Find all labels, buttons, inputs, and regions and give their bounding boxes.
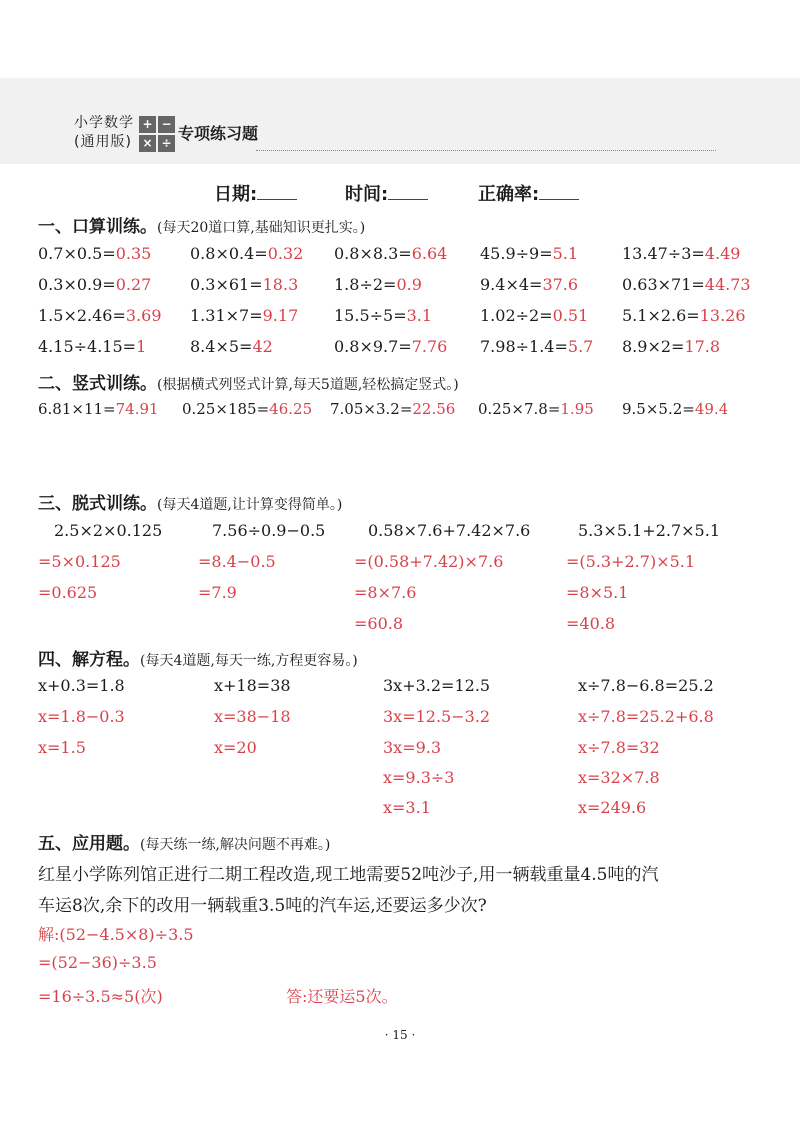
- divide-icon: ÷: [158, 135, 175, 152]
- equation-problem: 3x+3.2=12.5: [383, 676, 491, 695]
- solution-line: =16÷3.5≈5(次): [38, 987, 163, 1006]
- oral-item: 7.98÷1.4=5.7: [480, 337, 594, 356]
- plus-icon: +: [139, 116, 156, 133]
- equation-problem: x÷7.8−6.8=25.2: [578, 676, 714, 695]
- equation-line: x=249.6: [578, 798, 647, 817]
- answer-line: 答:还要运5次。: [286, 987, 398, 1006]
- vertical-item: 7.05×3.2=22.56: [330, 400, 456, 418]
- oral-item: 0.3×61=18.3: [190, 275, 299, 294]
- topic-title: 专项练习题: [178, 124, 259, 143]
- oral-item: 8.9×2=17.8: [622, 337, 721, 356]
- oral-item: 0.3×0.9=0.27: [38, 275, 152, 294]
- vertical-item: 0.25×185=46.25: [182, 400, 313, 418]
- vertical-item: 6.81×11=74.91: [38, 400, 159, 418]
- equation-line: x=3.1: [383, 798, 431, 817]
- step-line: =8.4−0.5: [198, 552, 276, 571]
- step-problem: 5.3×5.1+2.7×5.1: [578, 521, 720, 540]
- equation-line: x=32×7.8: [578, 768, 660, 787]
- step-line: =7.9: [198, 583, 237, 602]
- step-line: =(5.3+2.7)×5.1: [566, 552, 696, 571]
- word-problem-line: 红星小学陈列馆正进行二期工程改造,现工地需要52吨沙子,用一辆载重量4.5吨的汽: [38, 865, 659, 885]
- step-problem: 0.58×7.6+7.42×7.6: [368, 521, 531, 540]
- step-line: =40.8: [566, 614, 616, 633]
- oral-item: 0.8×8.3=6.64: [334, 244, 448, 263]
- equation-line: x=20: [214, 738, 257, 757]
- oral-item: 0.8×9.7=7.76: [334, 337, 448, 356]
- equation-problem: x+18=38: [214, 676, 291, 695]
- oral-item: 9.4×4=37.6: [480, 275, 579, 294]
- page-number: · 15 ·: [384, 1028, 416, 1042]
- step-line: =8×7.6: [354, 583, 417, 602]
- oral-item: 8.4×5=42: [190, 337, 273, 356]
- time-field: 时间:: [345, 180, 428, 206]
- times-icon: ×: [139, 135, 156, 152]
- step-line: =60.8: [354, 614, 404, 633]
- equation-line: x=1.5: [38, 738, 86, 757]
- oral-item: 5.1×2.6=13.26: [622, 306, 746, 325]
- word-problem-line: 车运8次,余下的改用一辆载重3.5吨的汽车运,还要运多少次?: [38, 896, 487, 916]
- step-line: =0.625: [38, 583, 98, 602]
- equation-line: x=1.8−0.3: [38, 707, 125, 726]
- step-problem: 2.5×2×0.125: [54, 521, 163, 540]
- accuracy-field: 正确率:: [478, 180, 579, 206]
- oral-item: 1.5×2.46=3.69: [38, 306, 162, 325]
- section-step-title: 三、脱式训练。(每天4道题,让计算变得简单。): [38, 494, 343, 514]
- section-vertical-title: 二、竖式训练。(根据横式列竖式计算,每天5道题,轻松搞定竖式。): [38, 374, 459, 394]
- section-oral-title: 一、口算训练。(每天20道口算,基础知识更扎实。): [38, 217, 366, 237]
- solution-line: 解:(52−4.5×8)÷3.5: [38, 925, 194, 944]
- oral-item: 1.02÷2=0.51: [480, 306, 589, 325]
- oral-item: 13.47÷3=4.49: [622, 244, 741, 263]
- oral-item: 0.8×0.4=0.32: [190, 244, 304, 263]
- oral-item: 1.31×7=9.17: [190, 306, 299, 325]
- oral-item: 45.9÷9=5.1: [480, 244, 579, 263]
- equation-line: x=9.3÷3: [383, 768, 455, 787]
- book-title: 小学数学 (通用版): [74, 115, 134, 150]
- equation-line: 3x=9.3: [383, 738, 442, 757]
- operator-badge: [139, 116, 175, 152]
- date-field: 日期:: [214, 180, 297, 206]
- oral-item: 0.7×0.5=0.35: [38, 244, 152, 263]
- minus-icon: −: [158, 116, 175, 133]
- equation-line: 3x=12.5−3.2: [383, 707, 491, 726]
- step-line: =5×0.125: [38, 552, 121, 571]
- solution-line: =(52−36)÷3.5: [38, 953, 157, 972]
- equation-problem: x+0.3=1.8: [38, 676, 125, 695]
- equation-line: x=38−18: [214, 707, 291, 726]
- oral-item: 0.63×71=44.73: [622, 275, 751, 294]
- header-divider: [256, 150, 716, 151]
- section-equation-title: 四、解方程。(每天4道题,每天一练,方程更容易。): [38, 650, 358, 670]
- oral-item: 4.15÷4.15=1: [38, 337, 147, 356]
- oral-item: 15.5÷5=3.1: [334, 306, 433, 325]
- step-problem: 7.56÷0.9−0.5: [212, 521, 326, 540]
- step-line: =8×5.1: [566, 583, 629, 602]
- step-line: =(0.58+7.42)×7.6: [354, 552, 504, 571]
- equation-line: x÷7.8=32: [578, 738, 660, 757]
- vertical-item: 9.5×5.2=49.4: [622, 400, 729, 418]
- vertical-item: 0.25×7.8=1.95: [478, 400, 594, 418]
- section-word-title: 五、应用题。(每天练一练,解决问题不再难。): [38, 834, 331, 854]
- equation-line: x÷7.8=25.2+6.8: [578, 707, 714, 726]
- oral-item: 1.8÷2=0.9: [334, 275, 422, 294]
